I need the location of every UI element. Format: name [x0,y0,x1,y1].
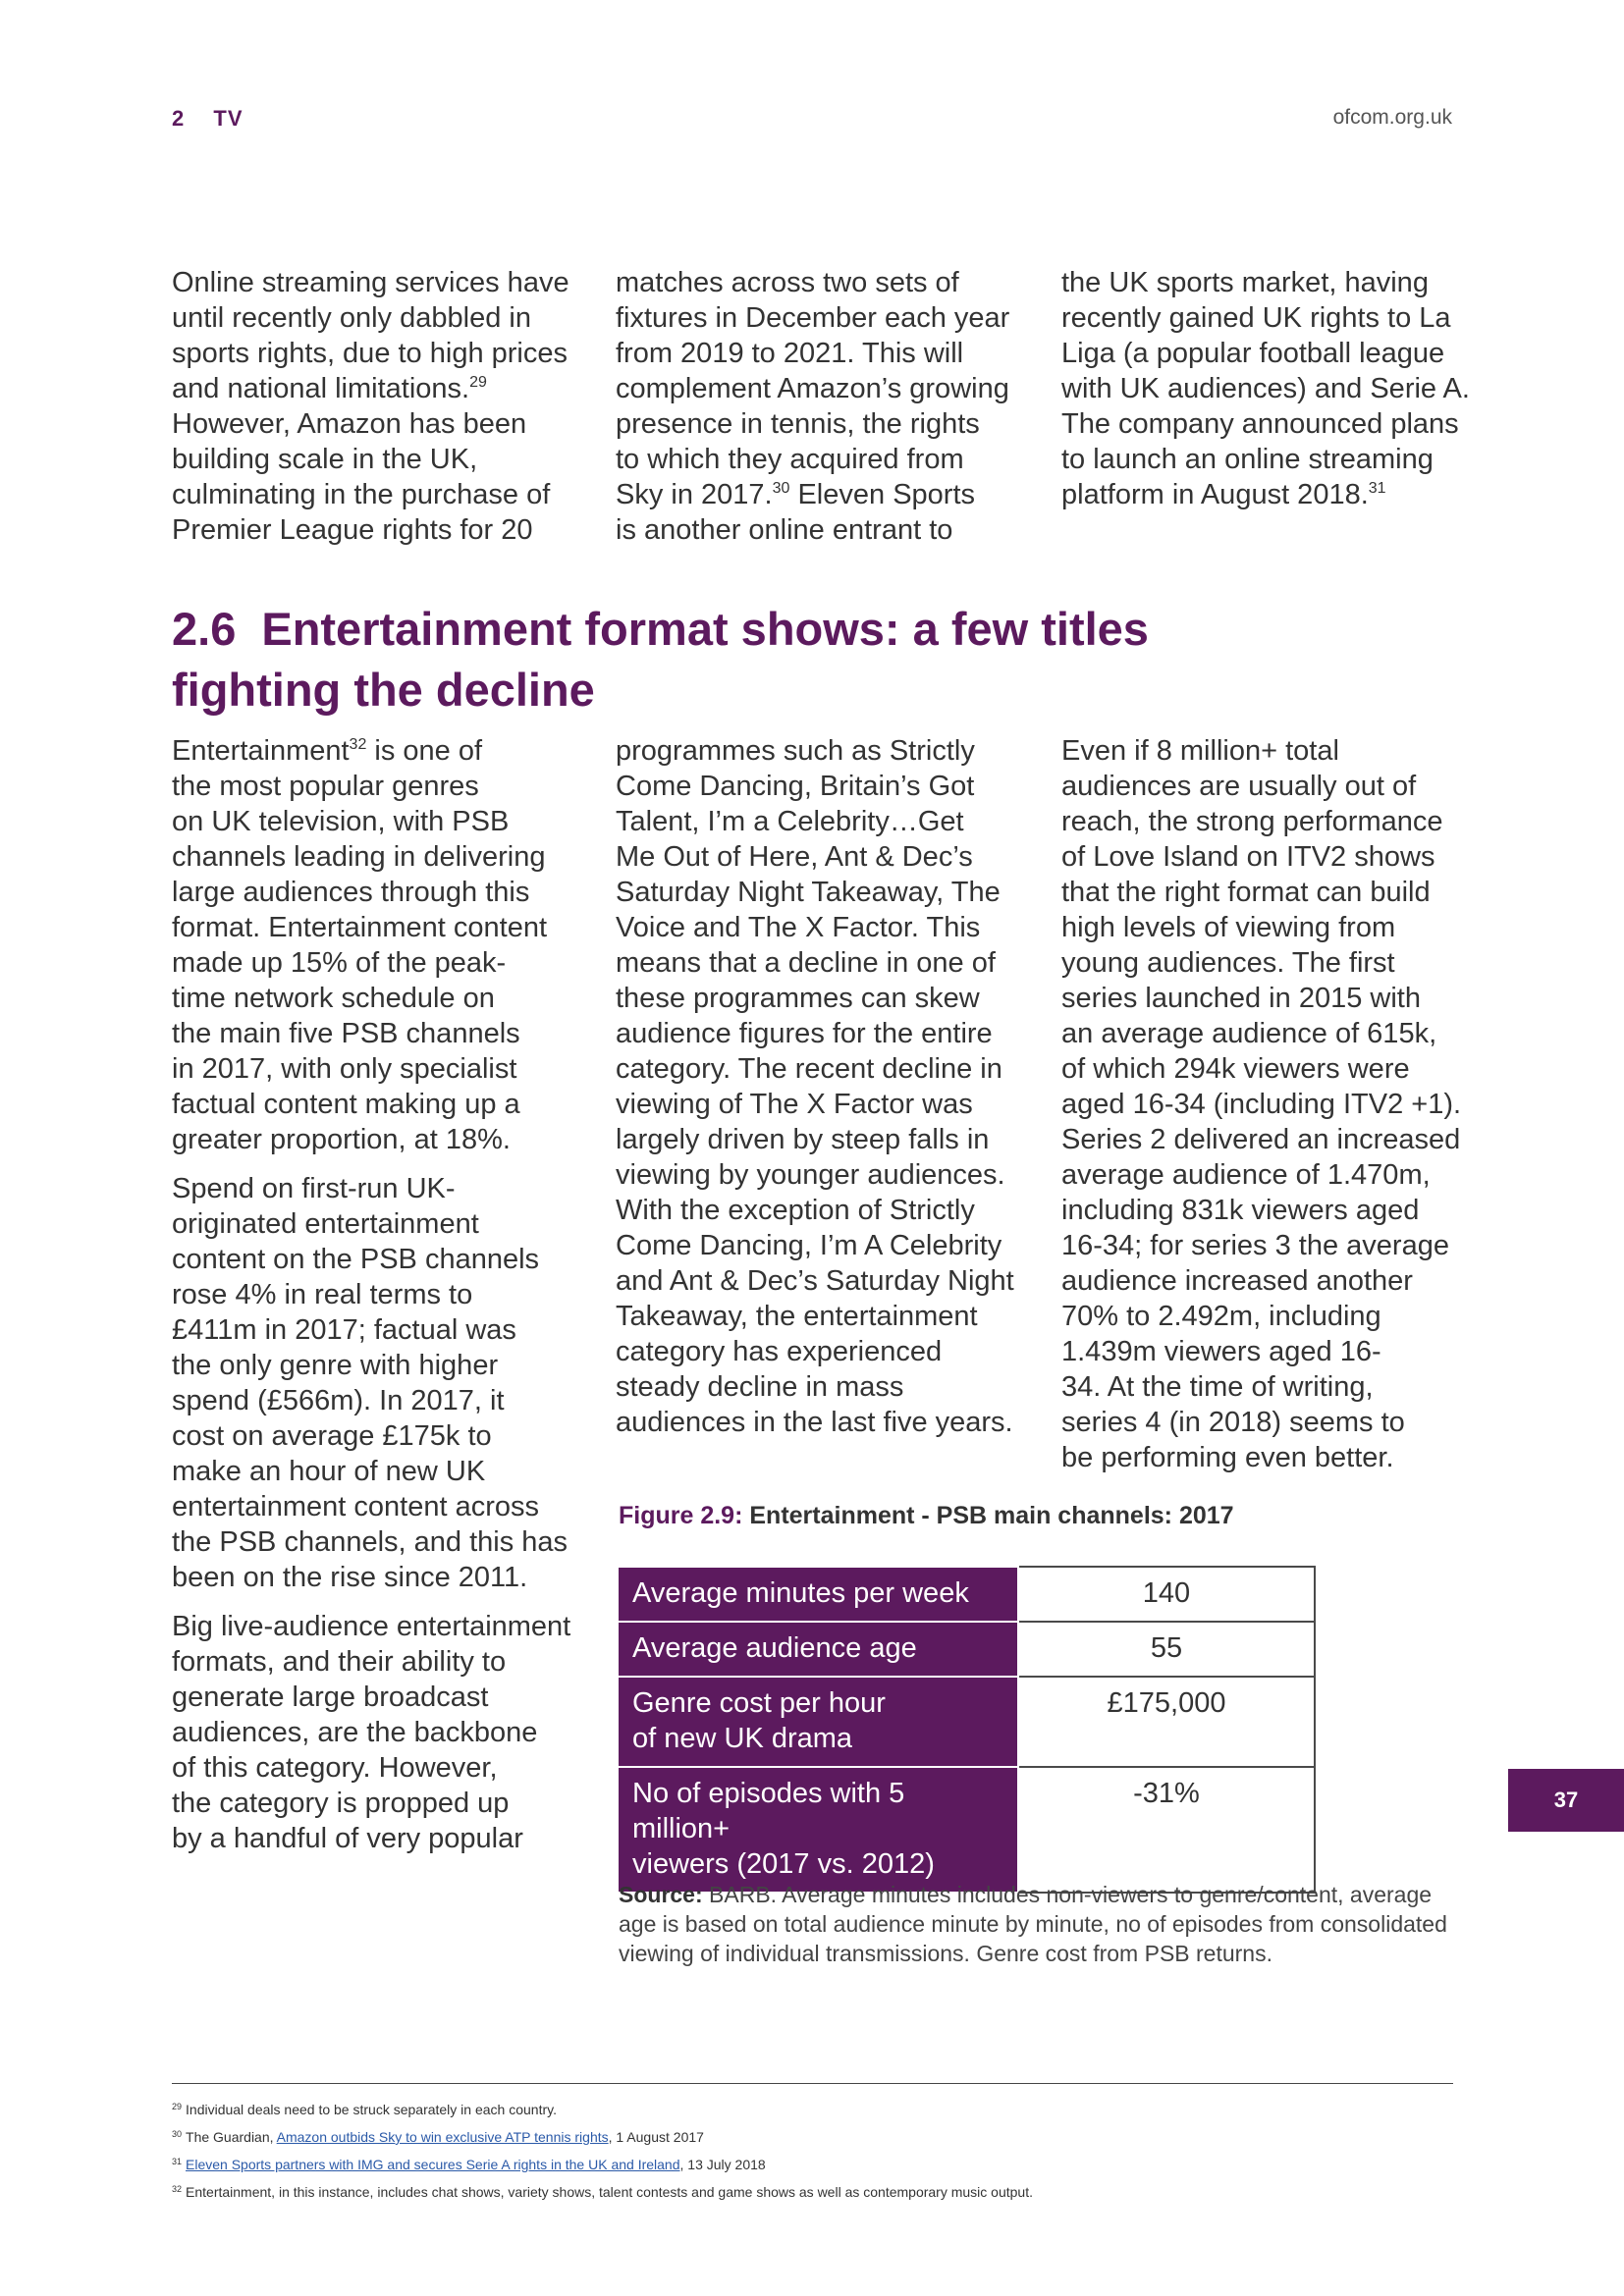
text-line: the main five PSB channels [172,1018,520,1049]
text-line: recently gained UK rights to La [1061,302,1451,334]
footnote-link[interactable]: Amazon outbids Sky to win exclusive ATP tennis rights [276,2129,609,2145]
text-line: Saturday Night Takeaway, The [616,877,1001,908]
row-label-line: No of episodes with 5 million+ [632,1778,905,1844]
footnote [172,2151,1453,2178]
text-line: to launch an online streaming [1061,444,1434,475]
text-line: on UK television, with PSB [172,806,510,837]
row-value: 140 [1018,1567,1315,1622]
footnote-number: 32 [172,2184,183,2194]
body-c2-paragraph [616,733,1028,1440]
text-line: platform in August 2018.31 [1061,479,1386,510]
table-row [620,1767,1315,1893]
text-line: originated entertainment [172,1208,479,1240]
footnote-text: The Guardian, [186,2129,277,2145]
footnote-text: Individual deals need to be struck separately in each country. [186,2102,557,2117]
text-line: sports rights, due to high prices [172,338,568,369]
text-line: 34. At the time of writing, [1061,1371,1374,1403]
text-line: channels leading in delivering [172,841,546,873]
text-line: matches across two sets of [616,267,959,298]
text-line: 16-34; for series 3 the average [1061,1230,1449,1261]
text-line: large audiences through this [172,877,530,908]
intro-col3-lines [1061,265,1474,512]
intro-column-1 [172,265,584,548]
table-row [620,1677,1315,1767]
row-value: 55 [1018,1622,1315,1677]
footnote-number: 30 [172,2129,183,2139]
text-line: audiences are usually out of [1061,771,1417,802]
text-line: The company announced plans [1061,408,1459,440]
footnote-text: Entertainment, in this instance, includes chat shows, variety shows, talent contests and game shows as well as contemporary music output. [186,2184,1033,2200]
footnote [172,2123,1453,2151]
text-line: average audience of 1.470m, [1061,1159,1431,1191]
footnote-text: , 1 August 2017 [608,2129,704,2145]
footnote-number: 29 [172,2102,183,2111]
text-line: audiences, are the backbone [172,1717,538,1748]
text-line: 1.439m viewers aged 16- [1061,1336,1381,1367]
text-line: of this category. However, [172,1752,498,1784]
text-line: these programmes can skew [616,983,980,1014]
text-line: generate large broadcast [172,1682,489,1713]
row-label-line: Average audience age [632,1632,917,1664]
source-text: BARB. Average minutes includes non-viewers to genre/content, average age is based on total audience minute by minute, no of episodes from consolidated viewing of individual transmissions. Genre cost from PSB returns. [619,1882,1447,1966]
figure-number: Figure 2.9: [619,1502,743,1529]
intro-col2-lines [616,265,1028,548]
text-line: the only genre with higher [172,1350,499,1381]
text-line: until recently only dabbled in [172,302,531,334]
text-line: that the right format can build [1061,877,1431,908]
text-line: However, Amazon has been [172,408,527,440]
row-label [620,1622,1018,1677]
text-line: aged 16-34 (including ITV2 +1). [1061,1089,1462,1120]
footnote-ref: 30 [772,480,790,497]
source-label: Source: [619,1882,703,1907]
section-title-line1: Entertainment format shows: a few titles [261,603,1149,655]
row-label-line: Genre cost per hour [632,1687,886,1719]
header-page-number: 2 [172,106,186,131]
footnote-divider [172,2083,1453,2084]
text-line: factual content making up a [172,1089,520,1120]
text-line: entertainment content across [172,1491,539,1522]
text-line: largely driven by steep falls in [616,1124,990,1155]
text-line: format. Entertainment content [172,912,548,943]
text-line: Entertainment$^{32}$ is one of [172,735,483,767]
text-line: by a handful of very popular [172,1823,523,1854]
text-line: series launched in 2015 with [1061,983,1421,1014]
text-line: been on the rise since 2011. [172,1562,528,1593]
text-line: 70% to 2.492m, including [1061,1301,1381,1332]
body-c1-paragraph-3 [172,1609,584,1856]
text-line: audiences in the last five years. [616,1407,1013,1438]
text-line: from 2019 to 2021. This will [616,338,964,369]
text-line: Spend on first-run UK- [172,1173,456,1204]
text-line: an average audience of 615k, [1061,1018,1437,1049]
text-line: Sky in 2017.30 Eleven Sports [616,479,976,510]
body-c3-paragraph [1061,733,1474,1475]
text-line: building scale in the UK, [172,444,478,475]
body-c1-paragraph-2 [172,1171,584,1595]
figure-title [619,1502,1234,1530]
table-row [620,1567,1315,1622]
text-line: category has experienced [616,1336,943,1367]
row-label [620,1567,1018,1622]
body-column-2 [616,733,1028,1454]
row-label [620,1767,1018,1893]
body-column-3 [1061,733,1474,1489]
text-line: programmes such as Strictly [616,735,975,767]
text-line: audience increased another [1061,1265,1413,1297]
intro-column-3 [1061,265,1474,512]
text-line: Come Dancing, I’m A Celebrity [616,1230,1002,1261]
text-line: Talent, I’m a Celebrity…Get [616,806,964,837]
text-line: of which 294k viewers were [1061,1053,1410,1085]
text-line: viewing of The X Factor was [616,1089,973,1120]
body-column-1 [172,733,584,1870]
text-line: be performing even better. [1061,1442,1394,1473]
text-line: series 4 (in 2018) seems to [1061,1407,1405,1438]
text-line: to which they acquired from [616,444,964,475]
text-line: and national limitations.$^{29}$ [172,373,487,404]
text-line: Takeaway, the entertainment [616,1301,978,1332]
text-line: make an hour of new UK [172,1456,486,1487]
text-line: high levels of viewing from [1061,912,1396,943]
text-line: category. The recent decline in [616,1053,1002,1085]
text-line: Big live-audience entertainment [172,1611,571,1642]
text-line: the PSB channels, and this has [172,1526,568,1558]
text-line: audience figures for the entire [616,1018,993,1049]
footnote-ref: 32 [349,736,367,753]
page-number-tab: 37 [1508,1769,1624,1832]
row-label [620,1677,1018,1767]
row-value: £175,000 [1018,1677,1315,1767]
text-line: made up 15% of the peak- [172,947,507,979]
section-title-line2: fighting the decline [172,664,595,716]
footnote-link[interactable]: Eleven Sports partners with IMG and secures Serie A rights in the UK and Ireland [186,2157,680,2172]
text-line: presence in tennis, the rights [616,408,980,440]
text-line: Series 2 delivered an increased [1061,1124,1461,1155]
text-line: With the exception of Strictly [616,1195,975,1226]
intro-col1-lines [172,265,584,548]
text-line: content on the PSB channels [172,1244,540,1275]
page-header-left [172,106,265,132]
text-line: the UK sports market, having [1061,267,1429,298]
header-section: TV [213,106,244,131]
text-line: formats, and their ability to [172,1646,507,1678]
figure-table [619,1566,1316,1894]
text-line: Voice and The X Factor. This [616,912,981,943]
row-value: -31% [1018,1767,1315,1893]
text-line: of Love Island on ITV2 shows [1061,841,1435,873]
text-line: rose 4% in real terms to [172,1279,473,1310]
section-heading [172,599,1252,721]
text-line: Come Dancing, Britain’s Got [616,771,975,802]
text-line: including 831k viewers aged [1061,1195,1420,1226]
text-line: greater proportion, at 18%. [172,1124,511,1155]
figure-source [619,1880,1453,1968]
text-line: spend (£566m). In 2017, it [172,1385,505,1416]
footnote-number: 31 [172,2157,183,2166]
text-line: Premier League rights for 20 [172,514,533,546]
text-line: the most popular genres [172,771,479,802]
text-line: £411m in 2017; factual was [172,1314,516,1346]
text-line: time network schedule on [172,983,495,1014]
row-label-line: Average minutes per week [632,1577,969,1609]
text-line: viewing by younger audiences. [616,1159,1005,1191]
footnote [172,2178,1453,2206]
table-row [620,1622,1315,1677]
body-c1-paragraph-1 [172,733,584,1157]
text-line: the category is propped up [172,1788,510,1819]
header-site: ofcom.org.uk [1332,106,1452,129]
footnote-ref: 29 [469,374,487,391]
footnote-ref: 31 [1368,480,1386,497]
row-label-line: viewers (2017 vs. 2012) [632,1848,935,1880]
text-line: is another online entrant to [616,514,953,546]
text-line: complement Amazon’s growing [616,373,1009,404]
text-line: in 2017, with only specialist [172,1053,517,1085]
figure-title-text: Entertainment - PSB main channels: 2017 [742,1502,1234,1529]
text-line: reach, the strong performance [1061,806,1443,837]
footnote [172,2096,1453,2123]
text-line: fixtures in December each year [616,302,1010,334]
text-line: with UK audiences) and Serie A. [1061,373,1470,404]
text-line: Even if 8 million+ total [1061,735,1339,767]
text-line: Online streaming services have [172,267,569,298]
text-line: cost on average £175k to [172,1420,492,1452]
footnote-text: , 13 July 2018 [679,2157,766,2172]
text-line: young audiences. The first [1061,947,1395,979]
text-line: Liga (a popular football league [1061,338,1445,369]
text-line: and Ant & Dec’s Saturday Night [616,1265,1014,1297]
footnotes [172,2096,1453,2206]
text-line: culminating in the purchase of [172,479,551,510]
section-number: 2.6 [172,603,237,655]
text-line: means that a decline in one of [616,947,996,979]
intro-column-2 [616,265,1028,548]
row-label-line: of new UK drama [632,1723,853,1754]
text-line: steady decline in mass [616,1371,904,1403]
text-line: Me Out of Here, Ant & Dec’s [616,841,973,873]
